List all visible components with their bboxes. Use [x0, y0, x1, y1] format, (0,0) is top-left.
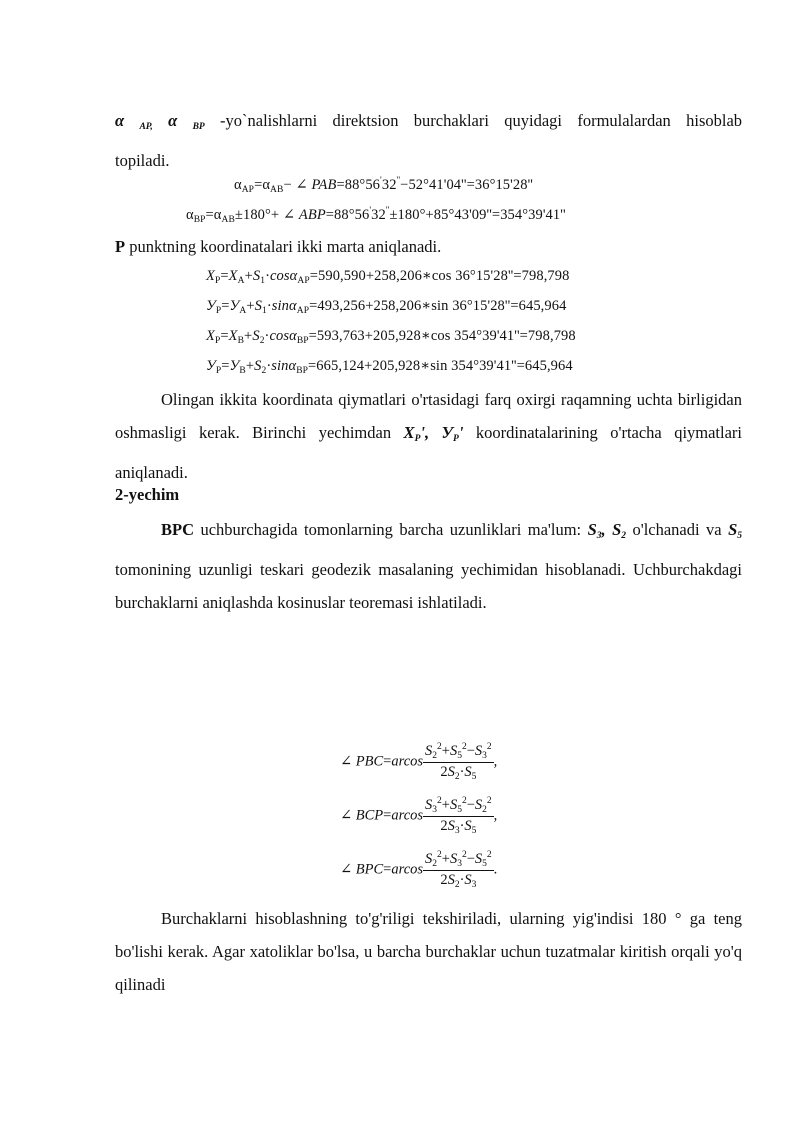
formula-yp-1: $У_P=У_A+S_1\cdot\sin\alpha_{AP}=493,256+258,206∗\sin$ 36°15'28''=645,964 [206, 298, 567, 316]
coords-heading: P punktning koordinatalari ikki marta aniqlanadi. [115, 237, 442, 256]
paragraph-check: Burchaklarni hisoblashning to'g'riligi tekshiriladi, ularning yig'indisi 180 ° ga teng bo'lishi kerak. Agar xatoliklar bo'lsa, u barcha burchaklar uchun tuzatmalar kiritish orqali yo'q qilinadi [115, 909, 742, 994]
formula-alpha-ap: $\alpha_{AP}=\alpha_{AB}-$ ∠ PAB=88°56'32''−52°41'04''=36°15'28'' [234, 176, 533, 195]
alpha-ap: α $_{AP,}$ [115, 111, 153, 132]
alpha-bp: α $_{BP}$ [168, 111, 205, 132]
formula-angle-bpc: ∠ BPC=arcos $\frac{S_2^2+S_3^2-S_5^2}{2S_2\cdot S_3}$ . [340, 850, 498, 890]
formula-angle-bcp: ∠ BCP=arcos $\frac{S_3^2+S_5^2-S_2^2}{2S_3\cdot S_5}$ , [340, 796, 498, 836]
formula-xp-1: $X_P=X_A+S_1\cdot\cos\alpha_{AP}=590,590+258,206∗\cos$ 36°15'28''=798,798 [206, 268, 570, 286]
intro-paragraph [115, 104, 742, 177]
formula-xp-2: $X_P=X_B+S_2\cdot\cos\alpha_{BP}=593,763+205,928∗\cos$ 354°39'41''=798,798 [206, 328, 576, 346]
intro-line-1 [115, 104, 742, 144]
formula-yp-2: $У_P=У_B+S_2\cdot\sin\alpha_{BP}=665,124+205,928∗\sin$ 354°39'41''=645,964 [206, 358, 573, 376]
intro-line-2: topiladi. [115, 151, 170, 170]
formula-alpha-bp: $\alpha_{BP}=\alpha_{AB}\pm 180^\circ+$ ∠ ABP=88°56'32''±180°+85°43'09''=354°39'41'' [186, 206, 566, 225]
paragraph-difference: Olingan ikkita koordinata qiymatlari o'rtasidagi farq oxirgi raqamning uchta birligidan oshmasligi kerak. Birinchi yechimdan $X_P'$, $У_P'$ koordinatalarining o'rtacha qiymatlari aniqlanadi. [115, 390, 743, 482]
paragraph-bpc: BPC uchburchagida tomonlarning barcha uzunliklari ma'lum: $S_3$, $S_2$ o'lchanadi va $S_5$ tomonining uzunligi teskari geodezik masalaning yechimidan hisoblanadi. Uchburchakdagi burchaklarni aniqlashda kosinuslar teoremasi ishlatiladi. [115, 520, 743, 612]
intro-text-1: -yo`nalishlarni direktsion burchaklari quyidagi formulalardan hisoblab [220, 111, 743, 130]
section-title: 2-yechim [115, 485, 180, 504]
formula-angle-pbc: ∠ PBC=arcos $\frac{S_2^2+S_5^2-S_3^2}{2S_2\cdot S_5}$ , [340, 742, 498, 782]
